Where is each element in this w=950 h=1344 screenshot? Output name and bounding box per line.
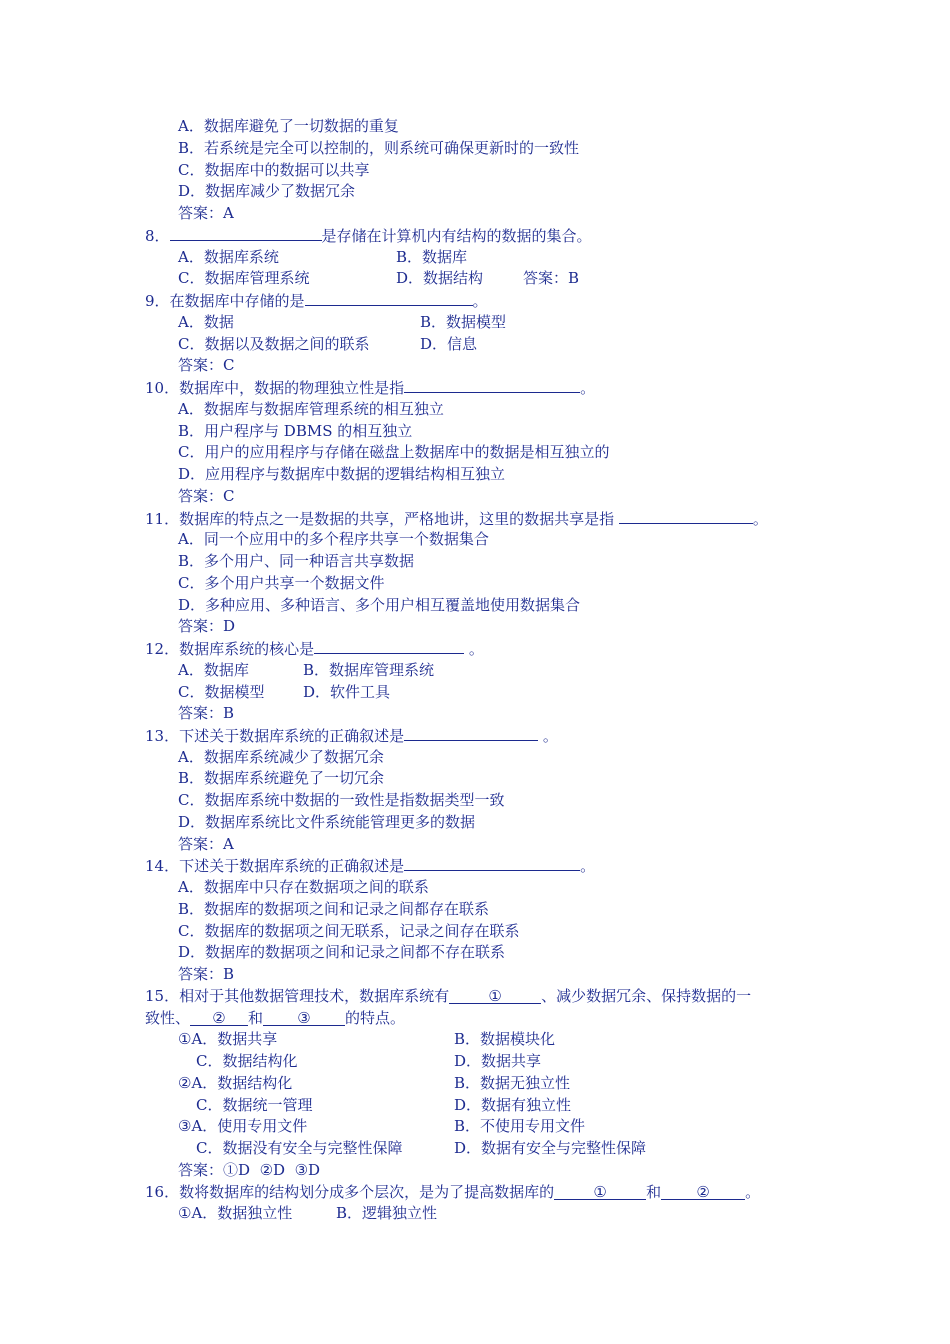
q15-stem-line2 <box>145 1008 405 1030</box>
q12-stem <box>145 638 484 660</box>
q11-option-c: C．多个用户共享一个数据文件 <box>178 574 385 592</box>
q16-option-a: ①A．数据独立性 <box>178 1204 293 1222</box>
q13-stem <box>145 725 558 747</box>
q8-blank <box>170 225 322 241</box>
q7-option-d: D．数据库减少了数据冗余 <box>178 182 356 200</box>
q9-answer: 答案：C <box>178 356 235 374</box>
q15-row3-left: ②A．数据结构化 <box>178 1074 293 1092</box>
q8-option-d: D．数据结构 <box>396 269 484 287</box>
q11-option-a: A．同一个应用中的多个程序共享一个数据集合 <box>178 530 489 548</box>
q16-stem-end: 。 <box>745 1183 761 1201</box>
q16-stem-text: 16．数将数据库的结构划分成多个层次，是为了提高数据库的 <box>145 1183 555 1201</box>
q15-row2-left: C．数据结构化 <box>196 1052 298 1070</box>
q15-row1-right: B．数据模块化 <box>454 1030 556 1048</box>
q9-stem-text: 9．在数据库中存储的是 <box>145 292 305 310</box>
q15-stem-line2-start: 致性、 <box>145 1009 191 1027</box>
q12-answer: 答案：B <box>178 704 235 722</box>
q13-option-d: D．数据库系统比文件系统能管理更多的数据 <box>178 813 476 831</box>
q14-blank <box>404 855 580 871</box>
q7-option-a: A．数据库避免了一切数据的重复 <box>178 117 399 135</box>
q7-option-c: C．数据库中的数据可以共享 <box>178 161 370 179</box>
q13-stem-text: 13．下述关于数据库系统的正确叙述是 <box>145 727 405 745</box>
q15-row3-right: B．数据无独立性 <box>454 1074 571 1092</box>
q15-and: 和 <box>248 1009 264 1027</box>
q16-stem <box>145 1182 760 1204</box>
q7-answer: 答案：A <box>178 204 234 222</box>
q9-blank <box>305 290 473 306</box>
q9-option-a: A．数据 <box>178 313 234 331</box>
q16-blank-1: ① <box>554 1184 646 1200</box>
q12-blank <box>314 638 464 654</box>
q16-and: 和 <box>646 1183 662 1201</box>
q14-option-d: D．数据库的数据项之间和记录之间都不存在联系 <box>178 943 506 961</box>
q8-option-b: B．数据库 <box>396 248 468 266</box>
q10-option-a: A．数据库与数据库管理系统的相互独立 <box>178 400 444 418</box>
q8-number: 8． <box>145 227 170 245</box>
q15-blank-1: ① <box>449 988 541 1004</box>
q15-stem-line2-end: 的特点。 <box>345 1009 406 1027</box>
q15-row4-right: D．数据有独立性 <box>454 1096 572 1114</box>
q11-answer: 答案：D <box>178 617 236 635</box>
q10-option-b: B．用户程序与 DBMS 的相互独立 <box>178 422 413 440</box>
q15-row5-right: B．不使用专用文件 <box>454 1117 586 1135</box>
q15-blank-2: ② <box>190 1010 248 1026</box>
q13-stem-end: 。 <box>542 727 558 745</box>
q10-option-d: D．应用程序与数据库中数据的逻辑结构相互独立 <box>178 465 506 483</box>
q14-stem <box>145 855 595 877</box>
q14-stem-text: 14．下述关于数据库系统的正确叙述是 <box>145 857 405 875</box>
q10-stem-end: 。 <box>580 379 596 397</box>
q12-stem-text: 12．数据库系统的核心是 <box>145 640 315 658</box>
q9-option-c: C．数据以及数据之间的联系 <box>178 335 370 353</box>
q8-answer: 答案：B <box>523 269 580 287</box>
q9-option-d: D．信息 <box>420 335 478 353</box>
q10-stem <box>145 377 595 399</box>
q14-option-b: B．数据库的数据项之间和记录之间都存在联系 <box>178 900 490 918</box>
q9-stem <box>145 290 488 312</box>
q13-option-b: B．数据库系统避免了一切冗余 <box>178 769 385 787</box>
q11-stem-end: 。 <box>752 510 768 528</box>
q7-option-b: B．若系统是完全可以控制的，则系统可确保更新时的一致性 <box>178 139 580 157</box>
q15-stem-line1 <box>145 986 751 1008</box>
q8-stem <box>145 225 592 247</box>
q15-row2-right: D．数据共享 <box>454 1052 542 1070</box>
q10-option-c: C．用户的应用程序与存储在磁盘上数据库中的数据是相互独立的 <box>178 443 610 461</box>
q15-row6-left: C．数据没有安全与完整性保障 <box>196 1139 403 1157</box>
q10-blank <box>404 377 580 393</box>
q15-stem-text: 15．相对于其他数据管理技术，数据库系统有 <box>145 987 450 1005</box>
q15-row1-left: ①A．数据共享 <box>178 1030 278 1048</box>
q14-answer: 答案：B <box>178 965 235 983</box>
q8-option-c: C．数据库管理系统 <box>178 269 310 287</box>
q12-option-d: D．软件工具 <box>303 683 391 701</box>
q12-option-a: A．数据库 <box>178 661 249 679</box>
q11-option-b: B．多个用户、同一种语言共享数据 <box>178 552 415 570</box>
q11-stem <box>145 508 768 530</box>
q12-option-c: C．数据模型 <box>178 683 265 701</box>
q11-blank <box>619 508 753 524</box>
q10-answer: 答案：C <box>178 487 235 505</box>
q12-stem-end: 。 <box>468 640 484 658</box>
q11-stem-text: 11．数据库的特点之一是数据的共享，严格地讲，这里的数据共享是指 <box>145 510 615 528</box>
q10-stem-text: 10．数据库中，数据的物理独立性是指 <box>145 379 405 397</box>
q15-answer: 答案：①D ②D ③D <box>178 1161 321 1179</box>
q12-option-b: B．数据库管理系统 <box>303 661 435 679</box>
q14-option-c: C．数据库的数据项之间无联系，记录之间存在联系 <box>178 922 520 940</box>
q11-option-d: D．多种应用、多种语言、多个用户相互覆盖地使用数据集合 <box>178 596 581 614</box>
q14-stem-end: 。 <box>580 857 596 875</box>
q8-option-a: A．数据库系统 <box>178 248 279 266</box>
q15-row4-left: C．数据统一管理 <box>196 1096 313 1114</box>
q15-stem-line1-end: 、减少数据冗余、保持数据的一 <box>541 987 752 1005</box>
q13-option-a: A．数据库系统减少了数据冗余 <box>178 748 384 766</box>
q15-row6-right: D．数据有安全与完整性保障 <box>454 1139 647 1157</box>
q16-blank-2: ② <box>661 1184 745 1200</box>
q13-answer: 答案：A <box>178 835 234 853</box>
q15-row5-left: ③A．使用专用文件 <box>178 1117 308 1135</box>
q13-option-c: C．数据库系统中数据的一致性是指数据类型一致 <box>178 791 505 809</box>
q13-blank <box>404 725 538 741</box>
q15-blank-3: ③ <box>263 1010 345 1026</box>
q14-option-a: A．数据库中只存在数据项之间的联系 <box>178 878 429 896</box>
q16-option-b: B．逻辑独立性 <box>336 1204 438 1222</box>
q9-stem-end: 。 <box>472 292 488 310</box>
q9-option-b: B．数据模型 <box>420 313 507 331</box>
q8-stem-text: 是存储在计算机内有结构的数据的集合。 <box>321 227 592 245</box>
